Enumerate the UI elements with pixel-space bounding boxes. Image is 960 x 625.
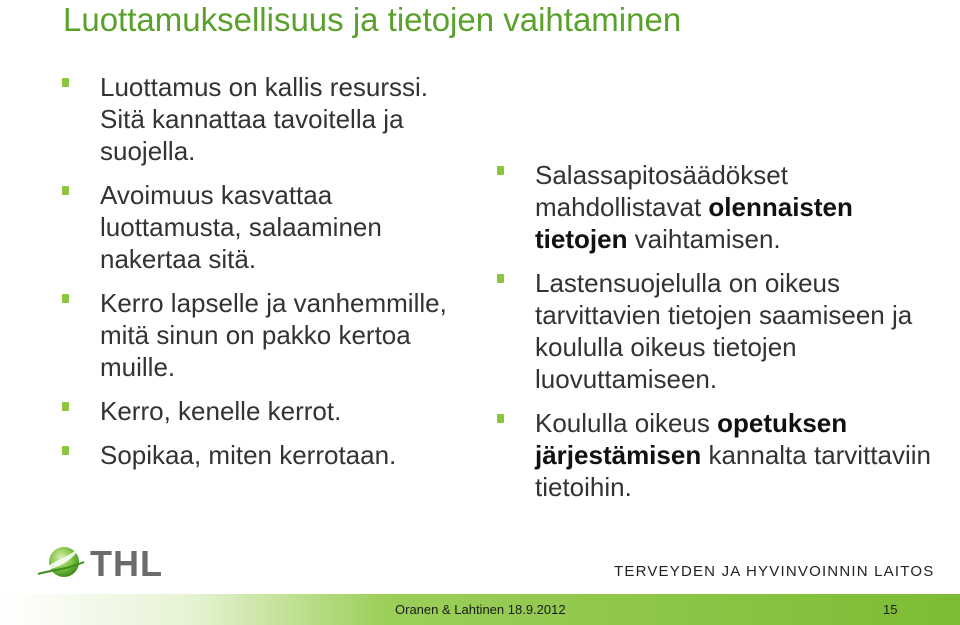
- footer-bar: [0, 594, 960, 625]
- bullet-text: Lastensuojelulla on oikeus tarvittavien tietojen saamiseen ja koululla oikeus tietojen luovuttamiseen.: [535, 268, 913, 394]
- slide-title: Luottamuksellisuus ja tietojen vaihtaminen: [63, 1, 682, 38]
- bullet-text: Luottamus on kallis resurssi. Sitä kannattaa tavoitella ja suojella.: [100, 72, 429, 166]
- logo-text: THL: [90, 543, 163, 584]
- right-bullet-list: [535, 159, 940, 515]
- bullet-text: Kerro lapselle ja vanhemmille, mitä sinun on pakko kertoa muille.: [100, 288, 447, 382]
- bullet-icon: [497, 166, 504, 175]
- bullet-text: Salassapitosäädökset mahdollistavat: [535, 160, 788, 222]
- page-number: 15: [883, 602, 898, 617]
- bullet-text: kannalta tarvittaviin tietoihin.: [535, 440, 932, 502]
- bullet-icon: [497, 274, 504, 283]
- bullet-icon: [497, 414, 504, 423]
- bullet-emphasis: opetuksen järjestämisen: [535, 408, 848, 470]
- list-item: [100, 179, 470, 275]
- bullet-text: Sopikaa, miten kerrotaan.: [100, 440, 397, 470]
- bullet-icon: [62, 294, 69, 303]
- list-item: [100, 71, 470, 167]
- bullet-icon: [62, 78, 69, 87]
- footer-author-date: Oranen & Lahtinen 18.9.2012: [395, 602, 566, 617]
- left-bullet-list: [100, 71, 470, 483]
- bullet-emphasis: olennaisten tietojen: [535, 192, 853, 254]
- organization-name: TERVEYDEN JA HYVINVOINNIN LAITOS: [614, 563, 935, 580]
- bullet-icon: [62, 186, 69, 195]
- list-item: [535, 267, 940, 395]
- list-item: [100, 395, 470, 427]
- list-item: [535, 407, 940, 503]
- bullet-text: Avoimuus kasvattaa luottamusta, salaaminen nakertaa sitä.: [100, 180, 382, 274]
- list-item: [100, 287, 470, 383]
- bullet-icon: [62, 402, 69, 411]
- list-item: [535, 159, 940, 255]
- bullet-text: Koululla oikeus: [535, 408, 718, 438]
- bullet-text: vaihtamisen.: [627, 224, 781, 254]
- bullet-icon: [62, 446, 69, 455]
- list-item: [100, 439, 470, 471]
- bullet-text: Kerro, kenelle kerrot.: [100, 396, 342, 426]
- thl-logo: [36, 540, 176, 585]
